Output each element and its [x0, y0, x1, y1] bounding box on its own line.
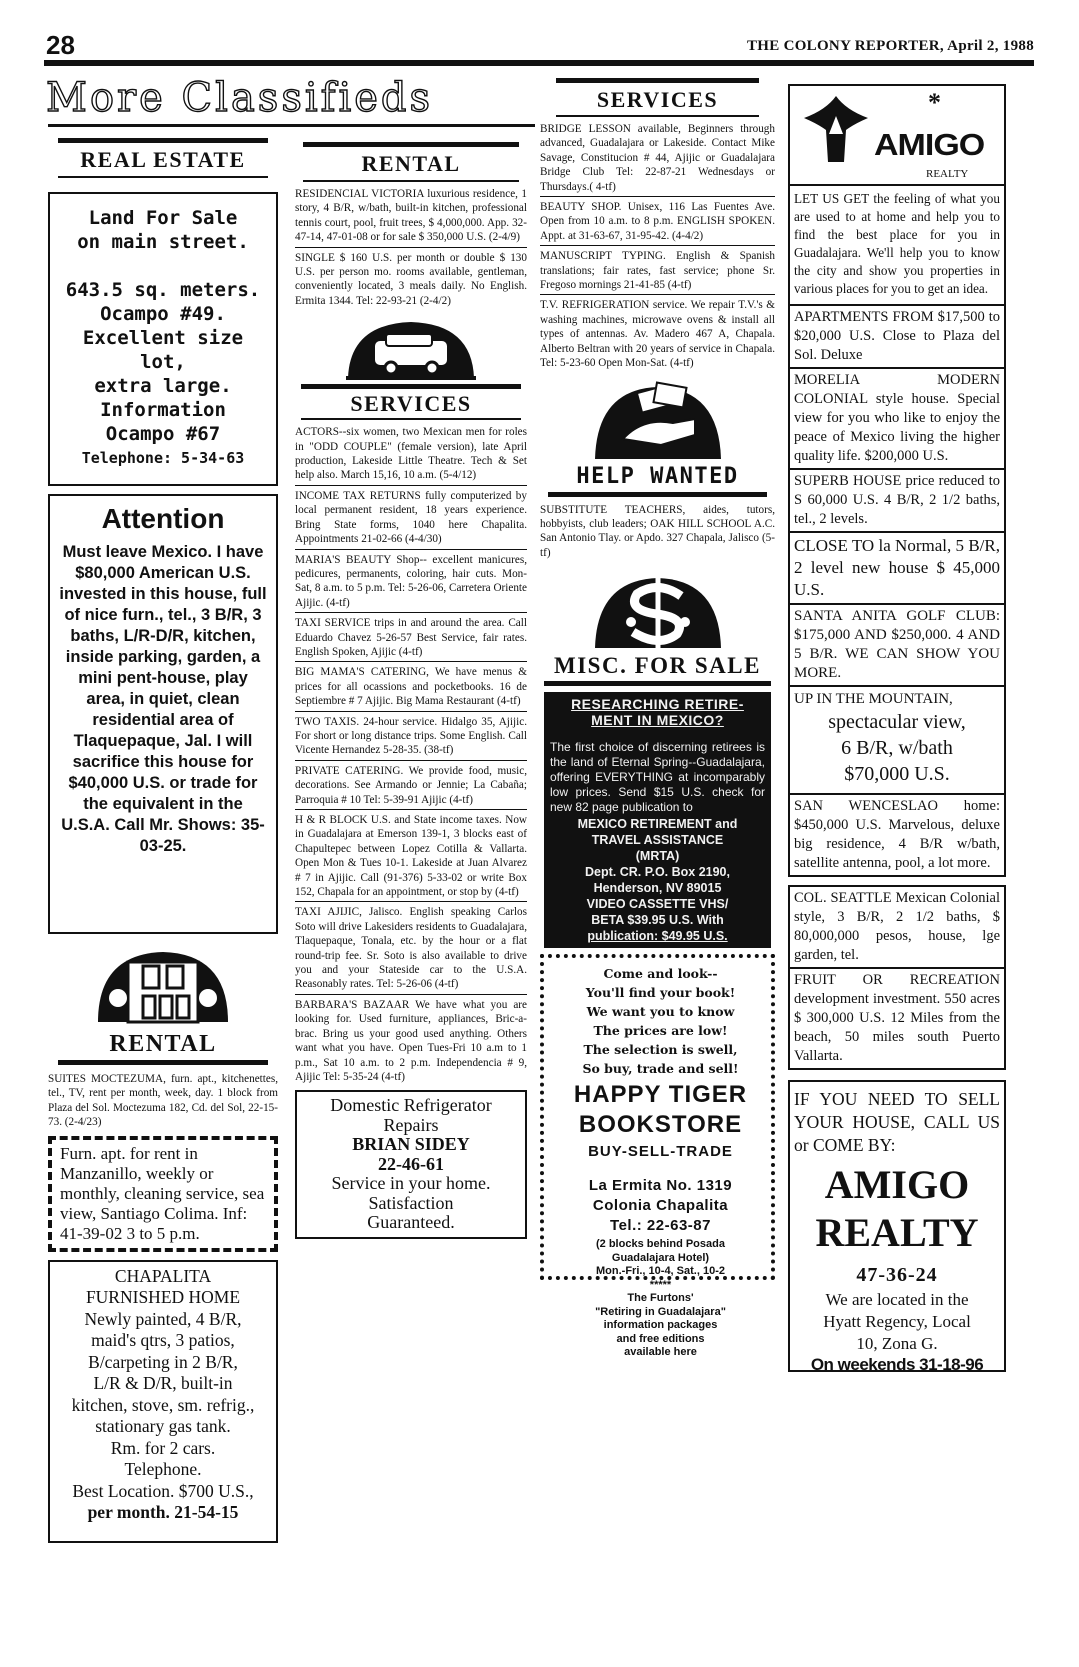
classified-ad: TAXI SERVICE trips in and around the area. Call Eduardo Chavez 5-26-57 Best Service, fair rates. English Spoken, Ajijic (4-tf): [295, 613, 527, 662]
land-line: Ocampo #67: [105, 423, 221, 445]
chapalita-line: CHAPALITA: [114, 1265, 212, 1286]
retire-line: Dept. CR. P.O. Box 2190,: [585, 865, 730, 880]
refrigerator-repair-ad: [295, 1090, 527, 1239]
closing-location: We are located in the: [825, 1290, 969, 1309]
retire-line: VIDEO CASSETTE VHS/: [586, 897, 729, 912]
bookstore-phone: Tel.: 22-63-87: [610, 1217, 711, 1235]
services-heading: SERVICES: [596, 87, 719, 112]
services-ads: [540, 119, 775, 373]
chapalita-line: FURNISHED HOME: [85, 1287, 241, 1308]
classified-ad: BARBARA'S BAZAAR We have what you are looking for. Used furniture, appliances, Bric-a-brac. Bring us your good used anything. Others want what you have. Open Tues-Fri 10 a.m to 1 p.m., Sat 10 a.m. to 2 p.m. Independencia # 9, Ajijic Tel: 5-35-24 (4-tf): [295, 998, 527, 1083]
attention-ad: [48, 494, 278, 934]
bookstore-note: information packages: [603, 1319, 718, 1332]
page-number: 28: [46, 30, 75, 60]
classified-ad: BIG MAMA'S CATERING, We have menus & prices for all ocassions and pocketbooks. 16 de Septiembre # 7 Ajijic. Big Mama Restaurant (4-tf): [295, 662, 527, 711]
retire-body: The first choice of discerning retirees is the land of Eternal Spring--Guadalajara, offering EVERYTHING at incomparably low prices. Send $15 U.S. check for new 82 page publication to: [550, 740, 765, 815]
classified-ad: ACTORS--six women, two Mexican men for roles in "ODD COUPLE" (female version), late April production, Lakeside Little Theatre. Tech & Set help also. March 15,16, 10 a.m. (5-4/12): [295, 422, 527, 486]
services-heading: SERVICES: [350, 391, 472, 417]
column-4: [788, 84, 1006, 1372]
suites-ad: SUITES MOCTEZUMA, furn. apt., kitchenettes, tel., TV, rent per month, week, day. 1 block from Plaza del Sol. Moctezuma 182, Cd. del Sol, 22-15-73. (2-4/23): [48, 1073, 278, 1129]
misc-for-sale-header: [544, 652, 771, 686]
land-line: Excellent size lot,: [82, 327, 244, 373]
bookstore-note: available here: [624, 1346, 697, 1359]
land-line: Telephone: 5-34-63: [81, 449, 245, 467]
amigo-logo-icon: [796, 94, 876, 164]
retire-headline: RESEARCHING RETIRE-: [571, 696, 744, 713]
services-header-col2: [301, 384, 521, 420]
land-line: on main street.: [77, 231, 249, 253]
classified-ad: BEAUTY SHOP. Unisex, 116 Las Fuentes Ave. Open from 10 a.m. to 8 p.m. ENGLISH SPOKEN. Appt. at 31-63-67, 31-95-42. (4-4/2): [540, 197, 775, 246]
classified-ad: MANUSCRIPT TYPING. English & Spanish translations; fair rates, fast service; phone Sr. Fregoso mornings 21-41-85 (4-tf): [540, 246, 775, 295]
retire-line: (MRTA): [635, 849, 680, 864]
column-1: [48, 138, 278, 1543]
top-rule: [44, 60, 1034, 66]
money-hand-icon: [583, 379, 733, 461]
chapalita-line: Newly painted, 4 B/R,: [84, 1308, 242, 1329]
land-line: Information: [100, 399, 226, 421]
bookstore-verse: So buy, trade and sell!: [582, 1061, 739, 1077]
mountain-line: spectacular view,: [828, 711, 966, 733]
logo-word: AMIGO: [874, 127, 985, 163]
section-title-rule: [48, 124, 535, 127]
realty-listing: MORELIA MODERN COLONIAL style house. Special view for you who like to enjoy the peace of Mexico living the higher quality life. $200,000 U.S.: [788, 369, 1006, 470]
column-3: [540, 78, 775, 1359]
column-2: [295, 142, 527, 1239]
rental-heading: RENTAL: [361, 151, 461, 176]
fridge-line: BRIAN SIDEY: [352, 1134, 470, 1155]
land-line: Ocampo #49.: [100, 303, 226, 325]
chapalita-line: L/R & D/R, built-in: [93, 1373, 233, 1394]
classified-ad: H & R BLOCK U.S. and State income taxes. Now in Guadalajara at Emerson 139-1, 3 blocks east of Chapultepec between Lopez Cotilla & Vallarta. Open Mon & Tues 10-1. Lakeside at Juan Alvarez # 7 in Ajijic. Call (91-376) 5-33-02 or write Box 152, Chapala for an appointment, or stop by (4-tf): [295, 810, 527, 902]
chapalita-line: B/carpeting in 2 B/R,: [88, 1351, 238, 1372]
bookstore-address: La Ermita No. 1319: [588, 1177, 733, 1195]
realty-listing: COL. SEATTLE Mexican Colonial style, 3 B/R, 2 1/2 baths, $ 80,000,000 pesos, house, lge garden, tel.: [788, 885, 1006, 969]
services-ads: [295, 422, 527, 1086]
bookstore-note: and free editions: [616, 1332, 705, 1345]
classified-ad: T.V. REFRIGERATION service. We repair T.V.'s & washing machines, microwave ovens & install all types of antennas. Av. Madero 467 A, Chapala. Alberto Beltran with 20 years of service in Chapala. Tel: 5-23-60 Open Mon-Sat. (4-tf): [540, 299, 775, 370]
land-line: extra large.: [94, 375, 232, 397]
closing-phone: 47-36-24: [856, 1264, 938, 1286]
services-header-col3: [556, 78, 759, 117]
retirement-ad: [544, 692, 771, 948]
realty-listing: CLOSE TO la Normal, 5 B/R, 2 level new house $ 45,000 U.S.: [788, 533, 1006, 605]
bookstore-note: *****: [649, 1278, 672, 1291]
classified-ad: TAXI AJIJIC, Jalisco. English speaking Carlos Soto will drive Lakesiders residents to Guadalajara, Tlaquepaque, Tonala, etc. by the hour or a flat round-trip fee. Sr. Soto is also available to drive you and your Stateside car to the U.S.A. Reasonably rates. Tel: 5-26-06 (4-tf): [295, 902, 527, 994]
amigo-realty-logo-box: [788, 84, 1006, 186]
bookstore-trade: BUY-SELL-TRADE: [588, 1143, 733, 1161]
dollar-sign-icon: [583, 566, 733, 650]
bookstore-note: Guadalajara Hotel): [611, 1251, 710, 1264]
house-window-icon: [88, 944, 238, 1024]
rental-heading: RENTAL: [109, 1031, 217, 1057]
closing-weekend: On weekends 31-18-96: [810, 1355, 984, 1374]
land-line: 643.5 sq. meters.: [65, 279, 261, 301]
fridge-line: Satisfaction: [368, 1192, 454, 1213]
section-title: More Classifieds: [46, 75, 434, 121]
closing-intro: IF YOU NEED TO SELL YOUR HOUSE, CALL US or COME BY:: [794, 1089, 1000, 1155]
classified-ad: SINGLE $ 160 U.S. per month or double $ 130 U.S. per person mo. rooms available, gentleman, conveniently located, 3 meals daily. No English. Ermita 1344. Tel: 22-93-21 (2-4/2): [295, 251, 527, 307]
realty-listing: SANTA ANITA GOLF CLUB: $175,000 AND $250,000. 4 AND 5 B/R. WE CAN SHOW YOU MORE.: [788, 605, 1006, 687]
retire-line: Henderson, NV 89015: [593, 881, 722, 896]
help-wanted-ad: SUBSTITUTE TEACHERS, aides, tutors, hobbyists, club leaders; OAK HILL SCHOOL A.C. San Antonio Tlay. or Apdo. 327 Chapala, Jalisco (5-tf): [540, 503, 775, 559]
fridge-line: Guaranteed.: [367, 1212, 455, 1233]
retire-headline: MENT IN MEXICO?: [591, 712, 724, 729]
manzanillo-ad: Furn. apt. for rent in Manzanillo, weekly or monthly, cleaning service, sea view, Santiago Colima. Inf: 41-39-02 3 to 5 p.m.: [48, 1136, 278, 1252]
attention-body: Must leave Mexico. I have $80,000 American U.S. invested in this house, full of nice furn., tel., 3 B/R, 3 baths, L/R-D/R, kitchen, inside parking, garden, a mini pent-house, play area, in quiet, clean residential area of Tlaquepaque, Jal. I will sacrifice this house for $40,000 U.S. or trade for the equivalent in the U.S.A. Call Mr. Shows: 35-03-25.: [59, 543, 267, 855]
happy-tiger-bookstore-ad: [540, 954, 775, 1359]
real-estate-header: [58, 138, 268, 178]
retire-line: BETA $39.95 U.S. With: [591, 913, 724, 928]
land-for-sale-ad: [48, 192, 278, 486]
realty-listing: FRUIT OR RECREATION development investment. 550 acres $ 300,000 U.S. 12 Miles from the beach, 50 miles south Puerto Vallarta.: [788, 969, 1006, 1070]
chapalita-line: Best Location. $700 U.S.,: [72, 1480, 254, 1501]
bookstore-note: (2 blocks behind Posada: [596, 1238, 725, 1251]
chapalita-line: Rm. for 2 cars.: [110, 1437, 216, 1458]
classified-ad: MARIA'S BEAUTY Shop-- excellent manicures, pedicures, permanents, coloring, hair cuts. Mon-Sat, 8 a.m. to 5 p.m. Tel: 5-26-06, Carretera Oriente Ajijic. (4-tf): [295, 550, 527, 614]
star-icon: *: [928, 88, 941, 117]
rental-header-col2: [303, 142, 519, 182]
amigo-intro: LET US GET the feeling of what you are used to at home and help you to find the best place for you in Guadalajara. We'll help you to know the city and show you properties in various places for you to get an idea.: [788, 186, 1006, 306]
bookstore-address: Colonia Chapalita: [592, 1197, 729, 1215]
realty-listing: APARTMENTS FROM $17,500 to $20,000 U.S. Close to Plaza del Sol. Deluxe: [788, 306, 1006, 369]
closing-location: 10, Zona G.: [856, 1334, 938, 1353]
bookstore-verse: The prices are low!: [593, 1023, 728, 1039]
help-wanted-heading: HELP WANTED: [576, 463, 739, 489]
bookstore-verse: You'll find your book!: [585, 985, 736, 1001]
rental-ads: [295, 184, 527, 310]
bookstore-note: The Furtons': [627, 1292, 694, 1305]
classified-ad: PRIVATE CATERING. We provide food, music, decorations. See Armando or Jennie; La Cabaña; Parroquia # 10 Tel: 5-39-91 Ajijic (4-tf): [295, 761, 527, 810]
amigo-closing-ad: [788, 1080, 1006, 1372]
running-head: THE COLONY REPORTER, April 2, 1988: [746, 38, 1034, 54]
classified-ad: RESIDENCIAL VICTORIA luxurious residence, 1 story, 4 B/R, w/bath, built-in kitchen, professional tennis court, pool, fruit trees, $ 4,000,000. App. 32-47-14, 47-01-08 or for sale $ 350,000 U.S. (2-4/9): [295, 184, 527, 248]
bookstore-note: "Retiring in Guadalajara": [595, 1305, 726, 1318]
bookstore-verse: The selection is swell,: [583, 1042, 738, 1058]
bookstore-verse: We want you to know: [586, 1004, 735, 1020]
fridge-line: Repairs: [383, 1114, 439, 1135]
realty-listing: SUPERB HOUSE price reduced to S 60,000 U.S. 4 B/R, 2 1/2 baths, tel., 2 levels.: [788, 470, 1006, 533]
mountain-line: 6 B/R, w/bath: [841, 737, 953, 759]
mountain-line: $70,000 U.S.: [844, 763, 950, 785]
attention-title: Attention: [101, 503, 225, 534]
classified-ad: TWO TAXIS. 24-hour service. Hidalgo 35, Ajijic. For short or long distance trips. Some English. Call Vicente Hernandez 5-28-35. (38-tf): [295, 712, 527, 761]
retire-line: publication: $49.95 U.S.: [587, 929, 728, 944]
closing-name: REALTY: [815, 1210, 979, 1255]
land-line: Land For Sale: [88, 207, 238, 229]
closing-location: Hyatt Regency, Local: [823, 1312, 971, 1331]
chapalita-ad: [48, 1260, 278, 1543]
bookstore-name: HAPPY TIGER: [573, 1081, 748, 1109]
retire-line: MEXICO RETIREMENT and: [577, 817, 738, 832]
bookstore-name: BOOKSTORE: [578, 1111, 743, 1139]
mountain-line: UP IN THE MOUNTAIN,: [794, 691, 953, 707]
mountain-listing: [788, 687, 1006, 795]
real-estate-heading: REAL ESTATE: [80, 147, 246, 172]
chapalita-line: kitchen, stove, sm. refrig.,: [71, 1394, 255, 1415]
bookstore-verse: Come and look--: [603, 966, 718, 982]
misc-for-sale-heading: MISC. FOR SALE: [554, 653, 761, 679]
retire-line: TRAVEL ASSISTANCE: [591, 833, 724, 848]
realty-listing: SAN WENCESLAO home: $450,000 U.S. Marvelous, deluxe big residence, 4 B/R w/bath, satellite antenna, pool, a lot more.: [788, 795, 1006, 877]
chapalita-line: maid's qtrs, 3 patios,: [91, 1330, 235, 1351]
help-wanted-header: [548, 463, 767, 497]
chapalita-line: stationary gas tank.: [95, 1416, 231, 1437]
chapalita-line: per month. 21-54-15: [87, 1502, 239, 1523]
fridge-line: Service in your home.: [331, 1173, 491, 1194]
fridge-line: Domestic Refrigerator: [330, 1095, 492, 1116]
classified-ad: INCOME TAX RETURNS fully computerized by local permanent resident, 18 years experience. Bring State forms, 1040 here Chapalita. Appointments 21-02-66 (4-4/30): [295, 486, 527, 550]
logo-sub: REALTY: [926, 168, 969, 180]
closing-name: AMIGO: [824, 1162, 970, 1207]
bookstore-note: Mon.-Fri., 10-4, Sat., 10-2: [596, 1265, 725, 1278]
chapalita-line: Telephone.: [124, 1459, 202, 1480]
rental-header-col1: [58, 1030, 268, 1065]
classified-ad: BRIDGE LESSON available, Beginners through advanced, Guadalajara or Lakeside. Contact Mike Savage, Constitucion # 44, Ajijic or Guadalajara Bridge Club Tel: 22-87-21 Wednesdays or Thursdays.( 4-tf): [540, 119, 775, 197]
fridge-line: 22-46-61: [378, 1153, 444, 1174]
taxi-car-icon: [336, 318, 486, 380]
